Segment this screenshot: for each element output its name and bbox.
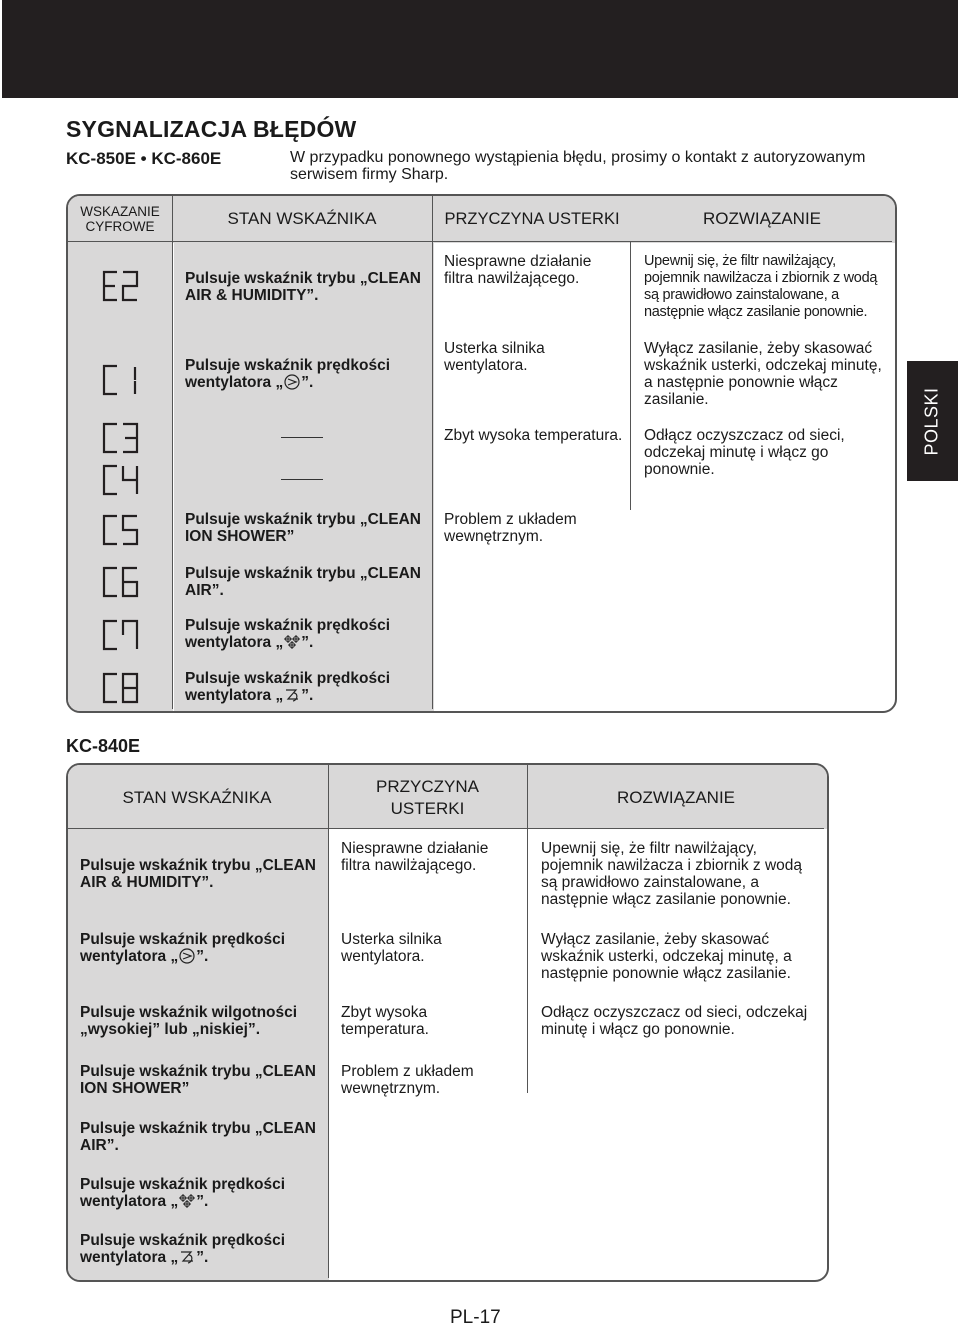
status2-row6: Pulsuje wskaźnik prędkości wentylatora „ ”. bbox=[80, 1176, 318, 1213]
status2-row5: Pulsuje wskaźnik trybu „CLEAN AIR”. bbox=[80, 1120, 316, 1154]
code-e2 bbox=[101, 270, 141, 302]
model-subtitle: KC-840E bbox=[66, 736, 141, 756]
status-c6: Pulsuje wskaźnik trybu „CLEAN AIR”. bbox=[185, 565, 421, 599]
solution2-row2: Wyłącz zasilanie, żeby skasować wskaźnik usterki, odczekaj minutę, a następnie ponownie włącz zasilanie. bbox=[541, 931, 792, 982]
header-code: WSKAZANIE CYFROWE bbox=[80, 204, 160, 234]
header-solution: ROZWIĄZANIE bbox=[702, 209, 822, 228]
header-cause: PRZYCZYNA USTERKI bbox=[444, 209, 620, 228]
status-c5: Pulsuje wskaźnik trybu „CLEAN ION SHOWER” bbox=[185, 511, 421, 545]
fan-auto-icon bbox=[178, 1249, 196, 1269]
fan-sparkle-icon bbox=[283, 634, 301, 654]
status2-row1: Pulsuje wskaźnik trybu „CLEAN AIR & HUMIDITY”. bbox=[80, 857, 316, 891]
fan-low-icon bbox=[178, 948, 196, 968]
cause-c1: Usterka silnika wentylatora. bbox=[444, 340, 545, 374]
page-number: PL-17 bbox=[450, 1307, 501, 1328]
cause2-row4: Problem z układem wewnętrznym. bbox=[341, 1063, 474, 1097]
status-c8: Pulsuje wskaźnik prędkości wentylatora „ ”. bbox=[185, 670, 425, 707]
status-c3-dash bbox=[281, 437, 323, 438]
header-status: STAN WSKAŹNIKA bbox=[227, 209, 377, 228]
code-c1 bbox=[101, 364, 141, 396]
status2-row2: Pulsuje wskaźnik prędkości wentylatora „ ”. bbox=[80, 931, 318, 968]
language-tab: POLSKI bbox=[907, 361, 958, 481]
status2-row3: Pulsuje wskaźnik wilgotności „wysokiej” lub „niskiej”. bbox=[80, 1004, 298, 1038]
code-c4 bbox=[101, 464, 141, 496]
status2-row7: Pulsuje wskaźnik prędkości wentylatora „ ”. bbox=[80, 1232, 318, 1269]
code-c5 bbox=[101, 514, 141, 546]
status2-row4: Pulsuje wskaźnik trybu „CLEAN ION SHOWER” bbox=[80, 1063, 316, 1097]
code-c3 bbox=[101, 422, 141, 454]
status-c7: Pulsuje wskaźnik prędkości wentylatora „ ”. bbox=[185, 617, 425, 654]
section-title: SYGNALIZACJA BŁĘDÓW bbox=[66, 116, 357, 142]
cause-c3: Zbyt wysoka temperatura. bbox=[444, 427, 623, 444]
status-e2: Pulsuje wskaźnik trybu „CLEAN AIR & HUMIDITY”. bbox=[185, 270, 421, 304]
status-c4-dash bbox=[281, 479, 323, 480]
solution-c1: Wyłącz zasilanie, żeby skasować wskaźnik usterki, odczekaj minutę, a następnie ponownie włącz zasilanie. bbox=[644, 340, 882, 408]
header2-solution: ROZWIĄZANIE bbox=[616, 787, 736, 807]
cause2-row1: Niesprawne działanie filtra nawilżającego. bbox=[341, 840, 489, 874]
fan-sparkle-icon bbox=[178, 1193, 196, 1213]
code-c7 bbox=[101, 619, 141, 651]
cause-c5: Problem z układem wewnętrznym. bbox=[444, 511, 577, 545]
solution2-row3: Odłącz oczyszczacz od sieci, odczekaj minutę i włącz go ponownie. bbox=[541, 1004, 808, 1038]
code-c6 bbox=[101, 566, 141, 598]
cause-e2: Niesprawne działanie filtra nawilżającego. bbox=[444, 253, 592, 287]
fan-auto-icon bbox=[283, 687, 301, 707]
solution-e2: Upewnij się, że filtr nawilżający, pojemnik nawilżacza i zbiornik z wodą są prawidłowo zainstalowane, a następnie włącz zasilanie ponownie. bbox=[644, 253, 878, 320]
cause2-row3: Zbyt wysoka temperatura. bbox=[341, 1004, 429, 1038]
model-names: KC-850E • KC-860E bbox=[66, 149, 222, 168]
header-bar bbox=[2, 0, 958, 98]
header2-cause: PRZYCZYNA USTERKI bbox=[376, 776, 479, 818]
fan-low-icon bbox=[283, 374, 301, 394]
solution2-row1: Upewnij się, że filtr nawilżający, pojemnik nawilżacza i zbiornik z wodą są prawidłowo zainstalowane, a następnie włącz zasilanie ponownie. bbox=[541, 840, 803, 908]
code-c8 bbox=[101, 672, 141, 704]
header2-status: STAN WSKAŹNIKA bbox=[122, 787, 272, 807]
cause2-row2: Usterka silnika wentylatora. bbox=[341, 931, 442, 965]
status-c1: Pulsuje wskaźnik prędkości wentylatora „ ”. bbox=[185, 357, 425, 394]
service-notice: W przypadku ponownego wystąpienia błędu, prosimy o kontakt z autoryzowanym serwisem firmy Sharp. bbox=[290, 149, 866, 183]
solution-c3: Odłącz oczyszczacz od sieci, odczekaj minutę i włącz go ponownie. bbox=[644, 427, 845, 478]
